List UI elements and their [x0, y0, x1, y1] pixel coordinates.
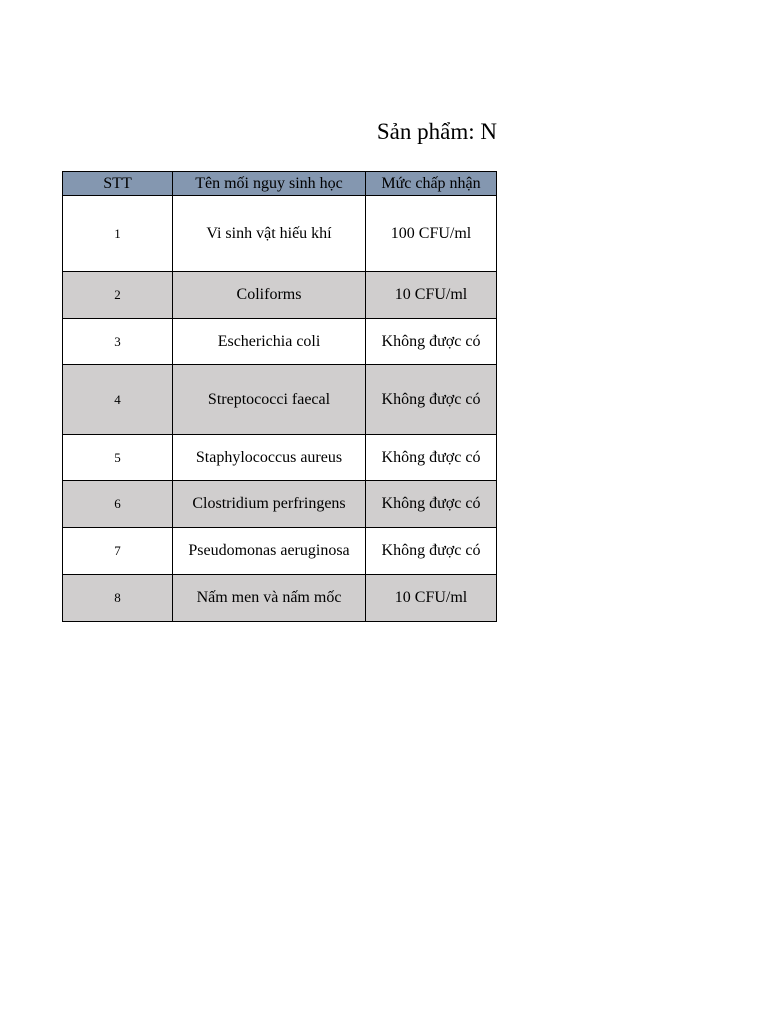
table-row	[63, 528, 497, 575]
row-stt: 2	[63, 272, 173, 319]
row-acceptance-level: Không được có	[366, 319, 497, 365]
row-acceptance-level: Không được có	[366, 481, 497, 528]
row-stt: 7	[63, 528, 173, 575]
table-row	[63, 575, 497, 622]
header-hazard-name: Tên mối nguy sinh học	[173, 172, 366, 196]
row-acceptance-level: 10 CFU/ml	[366, 575, 497, 622]
table-row	[63, 319, 497, 365]
row-stt: 5	[63, 435, 173, 481]
row-hazard-name: Clostridium perfringens	[173, 481, 366, 528]
table-row	[63, 196, 497, 272]
row-hazard-name: Vi sinh vật hiếu khí	[173, 196, 366, 272]
header-acceptance-level: Mức chấp nhận	[366, 172, 497, 196]
row-acceptance-level: 10 CFU/ml	[366, 272, 497, 319]
table-header-row	[63, 172, 497, 196]
table-row	[63, 481, 497, 528]
table-row	[63, 272, 497, 319]
row-acceptance-level: Không được có	[366, 528, 497, 575]
row-acceptance-level: Không được có	[366, 365, 497, 435]
hazard-table	[62, 171, 497, 622]
row-acceptance-level: Không được có	[366, 435, 497, 481]
row-hazard-name: Nấm men và nấm mốc	[173, 575, 366, 622]
row-stt: 6	[63, 481, 173, 528]
row-stt: 8	[63, 575, 173, 622]
row-stt: 4	[63, 365, 173, 435]
row-hazard-name: Staphylococcus aureus	[173, 435, 366, 481]
page-title: Sản phẩm: N	[376, 119, 497, 144]
row-hazard-name: Pseudomonas aeruginosa	[173, 528, 366, 575]
row-hazard-name: Escherichia coli	[173, 319, 366, 365]
row-acceptance-level: 100 CFU/ml	[366, 196, 497, 272]
row-hazard-name: Coliforms	[173, 272, 366, 319]
table-row	[63, 435, 497, 481]
row-stt: 3	[63, 319, 173, 365]
row-stt: 1	[63, 196, 173, 272]
header-stt: STT	[63, 172, 173, 196]
table-row	[63, 365, 497, 435]
row-hazard-name: Streptococci faecal	[173, 365, 366, 435]
